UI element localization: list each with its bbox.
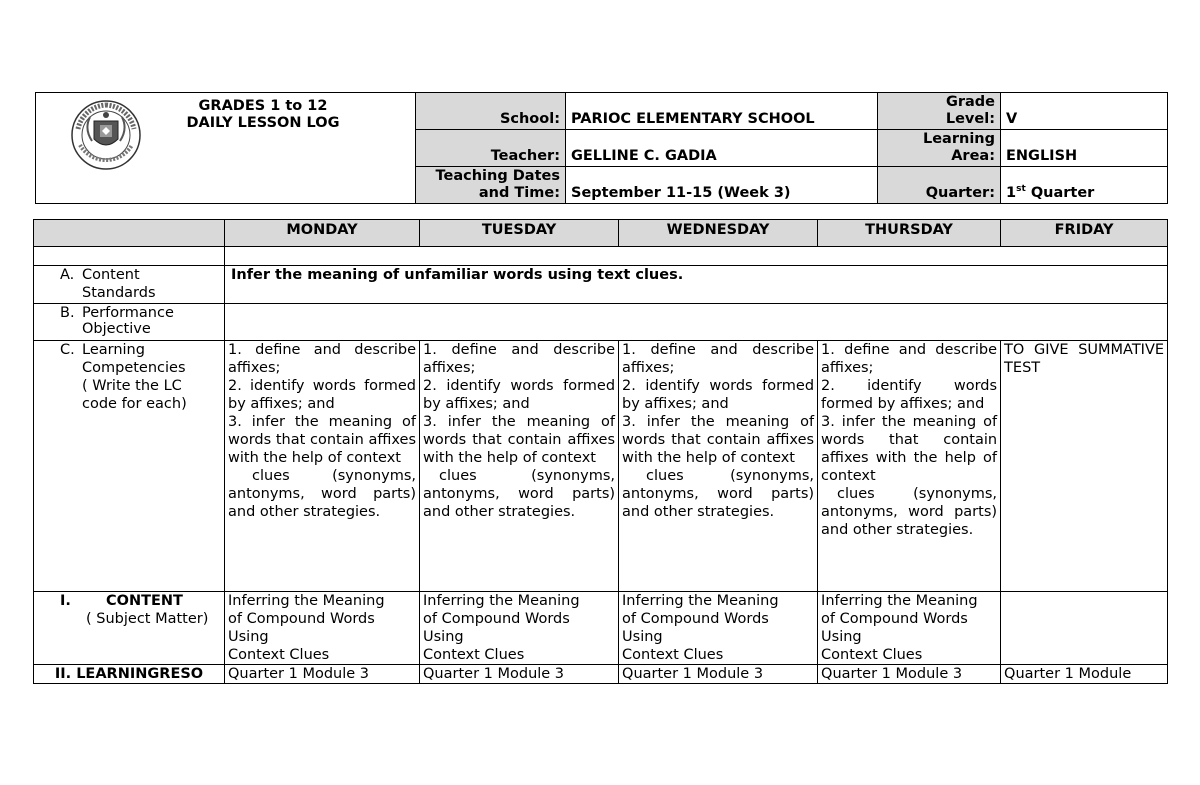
content-friday [1001,592,1168,665]
competencies-friday: TO GIVE SUMMATIVE TEST [1001,341,1168,592]
dates-label-line-2: and Time: [478,185,560,201]
competencies-wednesday [619,341,818,592]
content-line-1: Inferring the Meaning [622,593,779,609]
content-line-3: Using [423,629,464,645]
content-line-2: of Compound Words [228,611,375,627]
grade-label-line-2: Level: [945,111,995,127]
lr-friday: Quarter 1 Module [1001,665,1168,684]
content-standards-label-2: Standards [82,285,156,301]
teacher-label: Teacher: [416,130,566,167]
lc-item-4: clues (synonyms, antonyms, word parts) and other strategies. [423,468,616,520]
lc-item-2: 2. identify words formed by affixes; and [622,378,815,412]
day-wednesday: WEDNESDAY [619,220,818,247]
content-line-2: of Compound Words [821,611,968,627]
day-header-row [34,220,1168,247]
lc-item-2: 2. identify words formed by affixes; and [423,378,616,412]
content-line-3: Using [821,629,862,645]
area-label-line-2: Area: [951,148,995,164]
content-label [34,592,225,665]
content-standards-value: Infer the meaning of unfamiliar words using text clues. [225,266,1168,304]
performance-value [225,304,1168,341]
performance-label-1: Performance [82,305,174,321]
grade-label [878,93,1001,130]
competencies-label-3: ( Write the LC [82,378,182,394]
learning-resources-label: II. LEARNINGRESO [34,665,225,684]
lc-item-3: 3. infer the meaning of words that contain affixes with the help of context [228,414,417,466]
content-line-3: Using [228,629,269,645]
competencies-label [34,341,225,592]
content-row [34,592,1168,665]
lc-item-3: 3. infer the meaning of words that contain affixes with the help of context [423,414,616,466]
content-line-1: Inferring the Meaning [228,593,385,609]
lc-item-3: 3. infer the meaning of words that contain affixes with the help of context [622,414,815,466]
content-line-4: Context Clues [622,647,724,663]
day-header-blank [34,220,225,247]
competencies-label-1: Learning [82,342,145,358]
grade-value: V [1001,93,1168,130]
content-line-1: Inferring the Meaning [821,593,978,609]
day-friday: FRIDAY [1001,220,1168,247]
performance-label-2: Objective [82,321,151,337]
school-value: PARIOC ELEMENTARY SCHOOL [566,93,878,130]
performance-row [34,304,1168,341]
competencies-monday [225,341,420,592]
lc-item-4: clues (synonyms, antonyms, word parts) and other strategies. [821,486,998,538]
learning-resources-row [34,665,1168,684]
competencies-row [34,341,1168,592]
quarter-value [1001,167,1168,204]
title-line-1: GRADES 1 to 12 [198,98,328,114]
content-line-2: of Compound Words [423,611,570,627]
lr-thursday: Quarter 1 Module 3 [818,665,1001,684]
content-line-4: Context Clues [821,647,923,663]
teaching-dates-value: September 11-15 (Week 3) [566,167,878,204]
content-standards-label [34,266,225,304]
lc-item-2: 2. identify words formed by affixes; and [821,378,998,412]
spacer-right [225,247,1168,266]
learning-area-value: ENGLISH [1001,130,1168,167]
competencies-thursday [818,341,1001,592]
content-wednesday [619,592,818,665]
quarter-word: Quarter [1025,185,1095,201]
content-standards-letter: A. [60,267,75,283]
quarter-label: Quarter: [878,167,1001,204]
lc-item-1: 1. define and describe affixes; [821,342,998,376]
content-subtitle: ( Subject Matter) [86,611,209,627]
lr-monday: Quarter 1 Module 3 [225,665,420,684]
lc-item-1: 1. define and describe affixes; [622,342,815,376]
competencies-letter: C. [60,342,75,358]
logo-title-cell [36,93,416,204]
content-roman: I. [60,593,71,609]
lc-item-2: 2. identify words formed by affixes; and [228,378,417,412]
content-line-4: Context Clues [228,647,330,663]
quarter-suffix: st [1016,184,1026,195]
lc-item-1: 1. define and describe affixes; [228,342,417,376]
lc-item-1: 1. define and describe affixes; [423,342,616,376]
lc-item-4: clues (synonyms, antonyms, word parts) and other strategies. [622,468,815,520]
lr-tuesday: Quarter 1 Module 3 [420,665,619,684]
content-line-4: Context Clues [423,647,525,663]
content-tuesday [420,592,619,665]
grade-label-line-1: Grade [945,94,995,110]
area-label-line-1: Learning [922,131,995,147]
quarter-number: 1 [1006,185,1017,201]
header-table [35,92,1168,204]
content-standards-label-1: Content [82,267,140,283]
lc-item-4: clues (synonyms, antonyms, word parts) and other strategies. [228,468,417,520]
content-line-3: Using [622,629,663,645]
content-monday [225,592,420,665]
lr-wednesday: Quarter 1 Module 3 [619,665,818,684]
spacer-row [34,247,1168,266]
teacher-value: GELLINE C. GADIA [566,130,878,167]
performance-letter: B. [60,305,75,321]
learning-area-label [878,130,1001,167]
competencies-label-4: code for each) [82,396,187,412]
content-standards-row [34,266,1168,304]
school-label: School: [416,93,566,130]
content-thursday [818,592,1001,665]
content-line-1: Inferring the Meaning [423,593,580,609]
content-line-2: of Compound Words [622,611,769,627]
day-monday: MONDAY [225,220,420,247]
day-thursday: THURSDAY [818,220,1001,247]
performance-label [34,304,225,341]
dates-label-line-1: Teaching Dates [435,168,560,184]
competencies-label-2: Competencies [82,360,186,376]
title-line-2: DAILY LESSON LOG [186,115,340,131]
lc-item-3: 3. infer the meaning of words that contain affixes with the help of context [821,414,998,484]
lesson-log-table [33,219,1168,684]
competencies-tuesday [420,341,619,592]
day-tuesday: TUESDAY [420,220,619,247]
spacer-left [34,247,225,266]
teaching-dates-label [416,167,566,204]
content-title: CONTENT [106,593,183,609]
